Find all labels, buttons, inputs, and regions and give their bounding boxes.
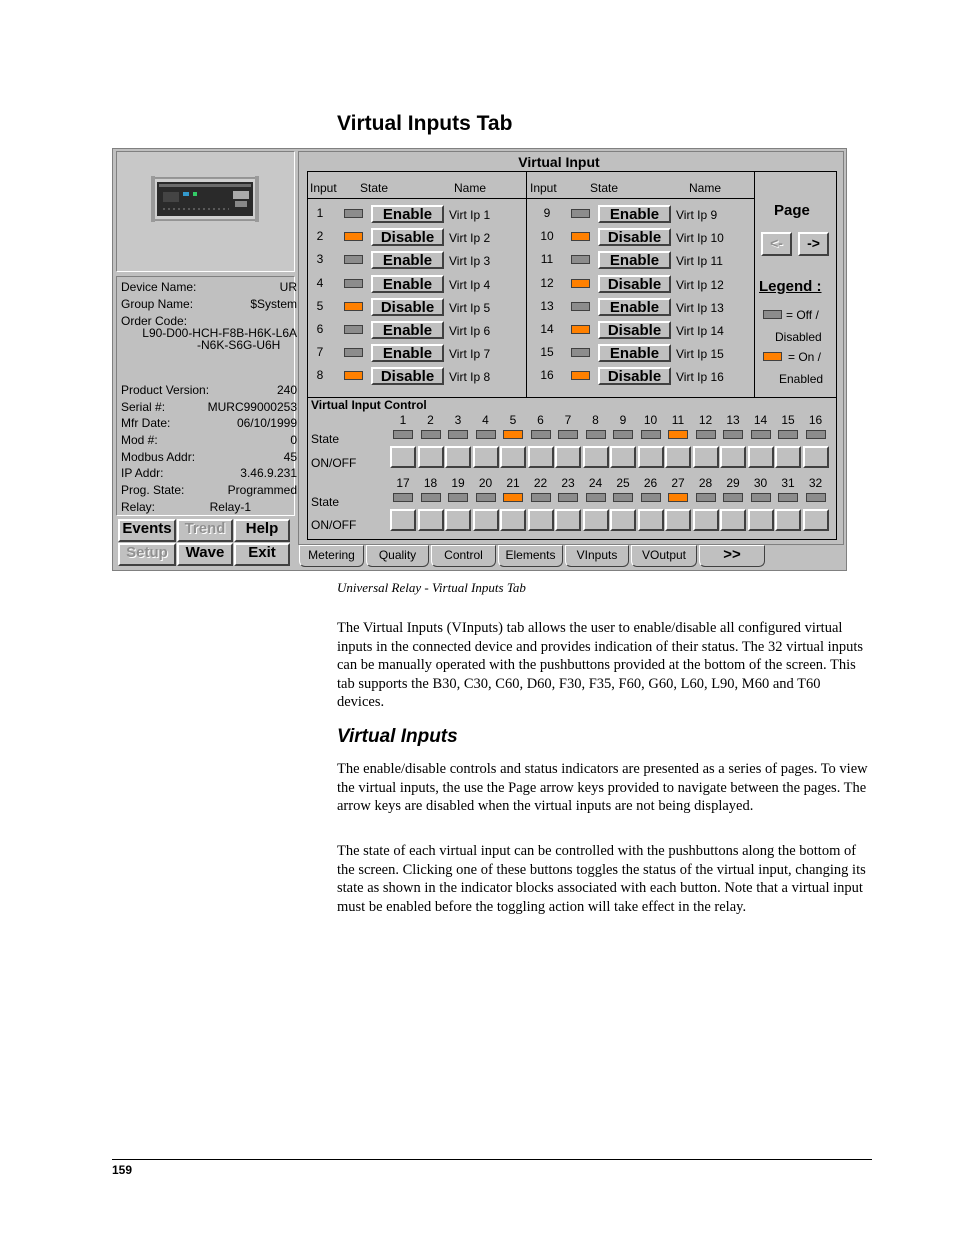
input-name: Virt Ip 10 xyxy=(676,231,724,246)
paragraph: The enable/disable controls and status indicators are presented as a series of pages. To view the virtual inputs, the use the Page arrow keys provided to navigate between the pages. The arrow keys are disabled when the virtual inputs are not being displayed. xyxy=(337,761,868,814)
onoff-toggle-button[interactable] xyxy=(583,509,609,531)
events-button[interactable]: Events xyxy=(118,519,176,542)
order-code-line2: -N6K-S6G-U6H xyxy=(197,338,281,352)
control-state-indicator xyxy=(696,430,716,439)
disable-button[interactable]: Disable xyxy=(371,228,444,246)
control-state-indicator xyxy=(586,430,606,439)
onoff-toggle-button[interactable] xyxy=(500,446,526,468)
input-name: Virt Ip 5 xyxy=(449,300,491,315)
legend-off-text: = Off / xyxy=(786,308,819,322)
state-indicator xyxy=(571,209,590,218)
input-name: Virt Ip 8 xyxy=(449,370,491,385)
state-indicator xyxy=(571,302,590,311)
info-label: Modbus Addr: xyxy=(121,450,196,464)
info-label: Serial #: xyxy=(121,400,166,414)
state-indicator xyxy=(571,279,590,288)
onoff-toggle-button[interactable] xyxy=(720,446,746,468)
info-value: Relay-1 xyxy=(209,500,251,514)
input-name: Virt Ip 12 xyxy=(676,277,724,292)
virtual-input-table xyxy=(307,171,837,398)
control-number: 8 xyxy=(592,413,599,427)
col-input-header: Input xyxy=(310,181,337,195)
legend-off-text: Disabled xyxy=(775,330,822,344)
tab-vinputs[interactable]: VInputs xyxy=(565,545,629,567)
relay-device-image xyxy=(151,174,261,226)
disable-button[interactable]: Disable xyxy=(598,228,671,246)
control-number: 28 xyxy=(698,476,713,490)
onoff-toggle-button[interactable] xyxy=(803,509,829,531)
state-indicator xyxy=(571,348,590,357)
legend-on-text: Enabled xyxy=(779,372,824,386)
onoff-toggle-button[interactable] xyxy=(500,509,526,531)
enable-button[interactable]: Enable xyxy=(371,205,444,223)
control-state-indicator xyxy=(613,430,633,439)
control-state-indicator xyxy=(641,493,661,502)
control-state-indicator xyxy=(448,430,468,439)
state-indicator xyxy=(571,325,590,334)
footer-rule xyxy=(112,1159,872,1160)
control-number: 27 xyxy=(671,476,685,490)
onoff-toggle-button[interactable] xyxy=(528,446,554,468)
state-indicator xyxy=(344,325,363,334)
control-number: 10 xyxy=(643,413,658,427)
control-number: 5 xyxy=(509,413,517,427)
info-label: Relay: xyxy=(121,500,156,514)
col-name-header: Name xyxy=(689,181,722,195)
disable-button[interactable]: Disable xyxy=(598,367,671,385)
control-number: 2 xyxy=(427,413,434,427)
control-number: 11 xyxy=(671,413,685,427)
control-number: 24 xyxy=(588,476,603,490)
control-number: 4 xyxy=(482,413,489,427)
group-name-row xyxy=(121,297,297,312)
onoff-toggle-button[interactable] xyxy=(693,446,719,468)
setup-button[interactable]: Setup xyxy=(118,543,176,566)
enable-button[interactable]: Enable xyxy=(598,205,671,223)
onoff-toggle-button[interactable] xyxy=(665,446,691,468)
detail-row xyxy=(121,433,297,448)
onoff-toggle-button[interactable] xyxy=(583,446,609,468)
info-label: Group Name: xyxy=(121,297,194,311)
onoff-toggle-button[interactable] xyxy=(390,446,416,468)
page-next-button[interactable]: -> xyxy=(798,232,829,256)
input-number: 2 xyxy=(316,229,324,244)
onoff-toggle-button[interactable] xyxy=(748,446,774,468)
control-number: 30 xyxy=(753,476,768,490)
state-label: State xyxy=(311,432,340,446)
order-code-label: Order Code: xyxy=(121,314,188,328)
enable-button[interactable]: Enable xyxy=(598,251,671,269)
control-state-indicator xyxy=(448,493,468,502)
order-code-line1: L90-D00-HCH-F8B-H6K-L6A xyxy=(142,326,297,340)
help-button[interactable]: Help xyxy=(234,519,290,542)
info-value: MURC99000253 xyxy=(207,400,297,414)
control-state-indicator xyxy=(613,493,633,502)
control-number: 15 xyxy=(781,413,795,427)
input-number: 15 xyxy=(540,345,554,360)
control-number: 32 xyxy=(808,476,823,490)
input-name: Virt Ip 16 xyxy=(676,370,724,385)
control-state-indicator xyxy=(696,493,716,502)
detail-row xyxy=(121,500,297,515)
onoff-label: ON/OFF xyxy=(311,456,357,470)
onoff-toggle-button[interactable] xyxy=(418,509,444,531)
onoff-toggle-button[interactable] xyxy=(390,509,416,531)
control-state-indicator xyxy=(531,493,551,502)
onoff-toggle-button[interactable] xyxy=(775,509,801,531)
input-number: 7 xyxy=(316,345,324,360)
info-label: Mfr Date: xyxy=(121,416,171,430)
state-indicator xyxy=(571,255,590,264)
subheading: Virtual Inputs xyxy=(337,726,458,747)
control-number: 22 xyxy=(533,476,548,490)
vinputs-tab-panel xyxy=(298,151,844,545)
disable-button[interactable]: Disable xyxy=(598,275,671,293)
enable-button[interactable]: Enable xyxy=(598,344,671,362)
control-state-indicator xyxy=(476,493,496,502)
input-name: Virt Ip 3 xyxy=(449,254,491,269)
figure-caption: Universal Relay - Virtual Inputs Tab xyxy=(337,580,526,595)
control-state-indicator xyxy=(558,493,578,502)
control-state-indicator xyxy=(751,493,771,502)
control-number: 12 xyxy=(698,413,713,427)
control-state-indicator xyxy=(393,493,413,502)
state-indicator xyxy=(571,371,590,380)
input-name: Virt Ip 15 xyxy=(676,347,724,362)
control-number: 18 xyxy=(423,476,438,490)
legend-on-swatch xyxy=(763,352,782,361)
input-name: Virt Ip 6 xyxy=(449,324,491,338)
control-state-indicator xyxy=(778,493,798,502)
input-name: Virt Ip 11 xyxy=(676,254,723,269)
onoff-toggle-button[interactable] xyxy=(473,509,499,531)
onoff-label: ON/OFF xyxy=(311,518,357,532)
info-value: 0 xyxy=(290,433,297,447)
control-state-indicator xyxy=(641,430,661,439)
input-name: Virt Ip 7 xyxy=(449,347,491,362)
col-input-header: Input xyxy=(530,181,557,195)
onoff-toggle-button[interactable] xyxy=(803,446,829,468)
enable-button[interactable]: Enable xyxy=(371,344,444,362)
trend-button[interactable]: Trend xyxy=(177,519,233,542)
state-indicator xyxy=(344,279,363,288)
input-number: 11 xyxy=(540,252,554,267)
input-name: Virt Ip 14 xyxy=(676,324,724,338)
input-number: 13 xyxy=(540,298,554,313)
input-name: Virt Ip 13 xyxy=(676,300,724,315)
onoff-toggle-button[interactable] xyxy=(638,446,664,468)
detail-row xyxy=(121,416,297,431)
legend-off-swatch xyxy=(763,310,782,319)
detail-row xyxy=(121,450,297,465)
tab-metering[interactable]: Metering xyxy=(299,545,364,567)
input-number: 9 xyxy=(543,206,551,220)
control-state-indicator xyxy=(393,430,413,439)
control-number: 17 xyxy=(396,476,410,490)
enable-button[interactable]: Enable xyxy=(371,251,444,269)
exit-button[interactable]: Exit xyxy=(234,543,290,566)
device-image-panel xyxy=(116,151,295,272)
onoff-toggle-button[interactable] xyxy=(720,509,746,531)
control-number: 6 xyxy=(537,413,544,427)
input-number: 4 xyxy=(316,275,324,290)
state-indicator xyxy=(344,209,363,218)
disable-button[interactable]: Disable xyxy=(371,298,444,316)
control-state-indicator xyxy=(586,493,606,502)
control-state-indicator xyxy=(806,430,826,439)
input-name: Virt Ip 9 xyxy=(676,208,718,222)
input-name: Virt Ip 1 xyxy=(449,208,491,222)
control-number: 23 xyxy=(561,476,575,490)
control-state-indicator xyxy=(723,430,743,439)
control-state-indicator xyxy=(723,493,743,502)
input-number: 12 xyxy=(540,275,554,290)
detail-row xyxy=(121,400,297,415)
onoff-toggle-button[interactable] xyxy=(665,509,691,531)
info-label: Mod #: xyxy=(121,433,158,447)
virtual-input-control-box xyxy=(307,398,837,540)
state-indicator xyxy=(344,232,363,241)
control-state-indicator xyxy=(531,430,551,439)
control-state-indicator xyxy=(558,430,578,439)
input-number: 14 xyxy=(540,322,554,336)
onoff-toggle-button[interactable] xyxy=(610,509,636,531)
column-divider xyxy=(754,172,755,397)
paragraph: The Virtual Inputs (VInputs) tab allows the user to enable/disable all configured virtual inputs in the connected device and provides indication of their status. The 32 virtual inputs can be manually operated with the pushbuttons provided at the bottom of the screen. This tab supports the B30, C30, C60, D60, F30, F35, F60, G60, L60, L90, M60 and T60 devices. xyxy=(337,620,864,710)
control-state-indicator xyxy=(668,430,688,439)
tab-more[interactable]: >> xyxy=(699,545,765,567)
col-name-header: Name xyxy=(454,181,487,195)
info-label: Prog. State: xyxy=(121,483,185,497)
state-indicator xyxy=(344,371,363,380)
input-number: 6 xyxy=(316,322,324,336)
device-info-panel xyxy=(116,276,295,516)
control-number: 13 xyxy=(726,413,740,427)
header-divider xyxy=(308,198,755,199)
info-value: 240 xyxy=(276,383,297,397)
control-title: Virtual Input Control xyxy=(311,398,427,412)
info-value: Programmed xyxy=(227,483,297,497)
legend-on-text: = On / xyxy=(788,350,822,364)
section-title: Virtual Inputs Tab xyxy=(337,112,513,135)
detail-row xyxy=(121,383,297,398)
legend-title: Legend : xyxy=(759,278,822,295)
control-number: 14 xyxy=(753,413,768,427)
control-state-indicator xyxy=(421,493,441,502)
control-number: 3 xyxy=(454,413,462,427)
control-state-indicator xyxy=(476,430,496,439)
virtual-input-title: Virtual Input xyxy=(518,154,600,170)
disable-button[interactable]: Disable xyxy=(598,321,671,339)
info-value: UR xyxy=(279,280,297,294)
state-label: State xyxy=(311,495,340,509)
control-number: 20 xyxy=(478,476,493,490)
onoff-toggle-button[interactable] xyxy=(445,509,471,531)
control-number: 21 xyxy=(506,476,520,490)
page-label: Page xyxy=(774,202,810,219)
onoff-toggle-button[interactable] xyxy=(445,446,471,468)
info-label: Device Name: xyxy=(121,280,197,294)
state-indicator xyxy=(344,255,363,264)
control-state-indicator xyxy=(503,493,523,502)
onoff-toggle-button[interactable] xyxy=(555,509,581,531)
onoff-toggle-button[interactable] xyxy=(775,446,801,468)
state-indicator xyxy=(344,348,363,357)
control-number: 31 xyxy=(781,476,795,490)
input-name: Virt Ip 2 xyxy=(449,231,491,246)
input-name: Virt Ip 4 xyxy=(449,277,491,292)
onoff-toggle-button[interactable] xyxy=(748,509,774,531)
input-number: 1 xyxy=(316,206,324,220)
control-state-indicator xyxy=(668,493,688,502)
control-number: 9 xyxy=(619,413,627,427)
control-state-indicator xyxy=(778,430,798,439)
info-value: 06/10/1999 xyxy=(236,416,297,430)
control-number: 16 xyxy=(808,413,823,427)
onoff-toggle-button[interactable] xyxy=(528,509,554,531)
disable-button[interactable]: Disable xyxy=(371,367,444,385)
enable-button[interactable]: Enable xyxy=(371,275,444,293)
page-prev-button[interactable]: <- xyxy=(761,232,792,256)
tab-voutput[interactable]: VOutput xyxy=(631,545,697,567)
info-label: IP Addr: xyxy=(121,466,164,480)
control-state-indicator xyxy=(751,430,771,439)
onoff-toggle-button[interactable] xyxy=(638,509,664,531)
input-number: 8 xyxy=(316,368,324,383)
control-number: 7 xyxy=(564,413,572,427)
enable-button[interactable]: Enable xyxy=(371,321,444,339)
input-number: 10 xyxy=(540,229,554,244)
control-number: 26 xyxy=(643,476,658,490)
tab-quality[interactable]: Quality xyxy=(366,545,429,567)
detail-row xyxy=(121,483,297,498)
info-value: $System xyxy=(250,297,297,311)
info-label: Product Version: xyxy=(121,383,210,397)
state-indicator xyxy=(344,302,363,311)
info-value: 45 xyxy=(283,450,297,464)
paragraph: The state of each virtual input can be controlled with the pushbuttons along the bottom of the screen. Clicking one of these buttons toggles the status of the virtual input, changing its state as shown in the indicator blocks associated with each button. Note that a virtual input must be enabled before the toggling action will take effect in the relay. xyxy=(337,843,866,915)
input-number: 3 xyxy=(316,252,324,267)
col-state-header: State xyxy=(360,181,389,195)
onoff-toggle-button[interactable] xyxy=(555,446,581,468)
page-number: 159 xyxy=(112,1163,133,1177)
wave-button[interactable]: Wave xyxy=(177,543,233,566)
control-number: 1 xyxy=(399,413,407,427)
tab-elements[interactable]: Elements xyxy=(498,545,563,567)
col-state-header: State xyxy=(590,181,619,195)
input-number: 16 xyxy=(540,368,554,383)
control-state-indicator xyxy=(503,430,523,439)
detail-row xyxy=(121,466,297,481)
control-state-indicator xyxy=(806,493,826,502)
control-state-indicator xyxy=(421,430,441,439)
onoff-toggle-button[interactable] xyxy=(418,446,444,468)
device-name-row xyxy=(121,280,297,295)
info-value: 3.46.9.231 xyxy=(240,466,297,480)
control-number: 25 xyxy=(616,476,630,490)
input-number: 5 xyxy=(316,298,324,313)
column-divider xyxy=(526,172,527,397)
tab-control[interactable]: Control xyxy=(431,545,496,567)
onoff-toggle-button[interactable] xyxy=(610,446,636,468)
onoff-toggle-button[interactable] xyxy=(693,509,719,531)
control-number: 29 xyxy=(726,476,740,490)
application-window xyxy=(112,148,847,571)
enable-button[interactable]: Enable xyxy=(598,298,671,316)
onoff-toggle-button[interactable] xyxy=(473,446,499,468)
state-indicator xyxy=(571,232,590,241)
control-number: 19 xyxy=(451,476,465,490)
